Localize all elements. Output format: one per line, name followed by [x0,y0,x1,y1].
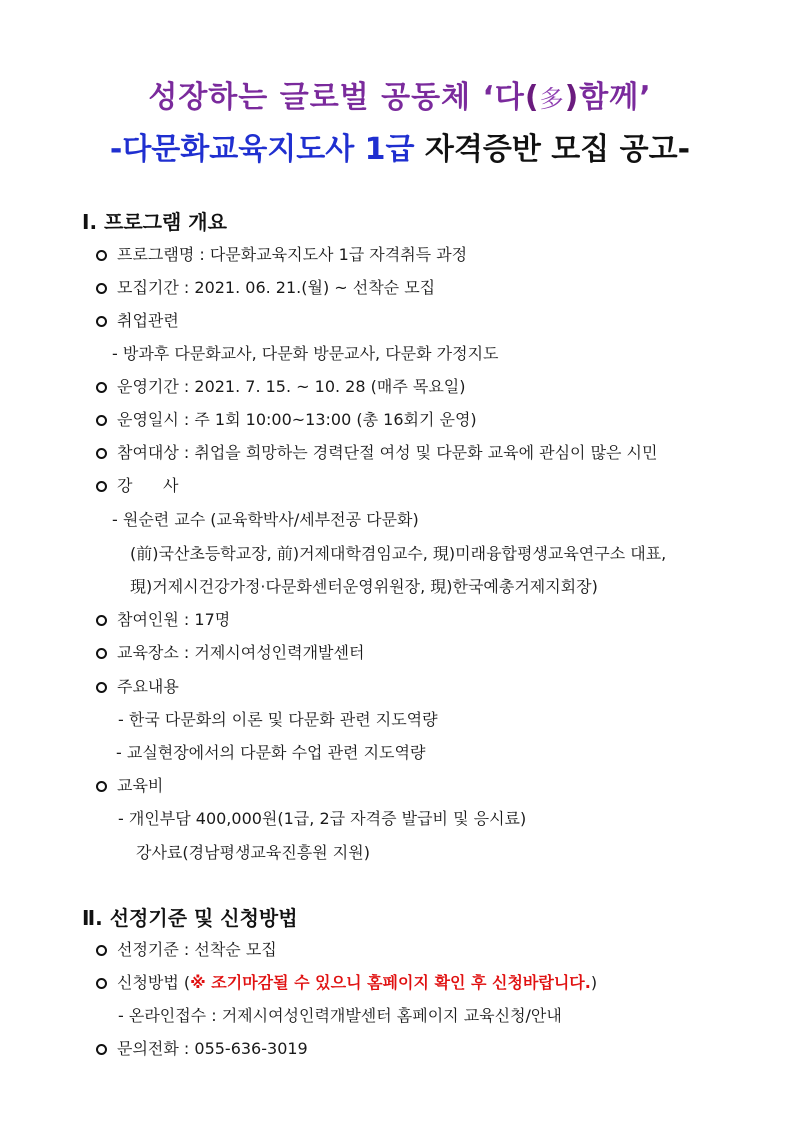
list-item: 선정기준 : 선착순 모집 [96,937,277,960]
deadline-warning: ※ 조기마감될 수 있으니 홈페이지 확인 후 신청바랍니다. [190,973,591,992]
sub-item-detail: 강사료(경남평생교육진흥원 지원) [136,843,370,862]
title-line-2 [0,124,800,168]
list-item: 모집기간 : 2021. 06. 21.(월) ~ 선착순 모집 [96,275,435,298]
list-item: 문의전화 : 055-636-3019 [96,1036,308,1059]
list-item: 취업관련 [96,308,179,331]
section-2-heading: Ⅱ. 선정기준 및 신청방법 [82,906,298,930]
circle-bullet-icon [96,781,107,792]
title-dash-open: - [109,132,123,167]
section-1-heading: Ⅰ. 프로그램 개요 [82,210,227,234]
sub-item-detail: 現)거제시건강가정·다문화센터운영위원장, 現)한국예총거제지회장) [130,577,598,596]
title-course-name: 다문화교육지도사 1급 [122,132,415,167]
list-item: 프로그램명 : 다문화교육지도사 1급 자격취득 과정 [96,242,467,265]
list-item: 교육비 [96,773,163,796]
list-item: 주요내용 [96,674,179,697]
circle-bullet-icon [96,316,107,327]
list-item: 신청방법 (※ 조기마감될 수 있으니 홈페이지 확인 후 신청바랍니다.) [96,970,597,993]
sub-item: - 개인부담 400,000원(1급, 2급 자격증 발급비 및 응시료) [118,809,527,828]
title-hanja: 多 [539,85,565,113]
circle-bullet-icon [96,415,107,426]
list-item: 교육장소 : 거제시여성인력개발센터 [96,640,364,663]
title-announcement: 자격증반 모집 공고 [414,132,678,167]
list-item: 참여대상 : 취업을 희망하는 경력단절 여성 및 다문화 교육에 관심이 많은 시민 [96,440,657,463]
sub-item: - 한국 다문화의 이론 및 다문화 관련 지도역량 [118,710,438,729]
circle-bullet-icon [96,648,107,659]
circle-bullet-icon [96,382,107,393]
sub-item: - 온라인접수 : 거제시여성인력개발센터 홈페이지 교육신청/안내 [118,1006,562,1025]
list-item: 참여인원 : 17명 [96,607,230,630]
sub-item: - 방과후 다문화교사, 다문화 방문교사, 다문화 가정지도 [112,344,499,363]
circle-bullet-icon [96,250,107,261]
title-dash-close: - [677,132,691,167]
sub-item: - 교실현장에서의 다문화 수업 관련 지도역량 [116,743,426,762]
circle-bullet-icon [96,1044,107,1055]
list-item: 운영기간 : 2021. 7. 15. ~ 10. 28 (매주 목요일) [96,374,465,397]
circle-bullet-icon [96,481,107,492]
circle-bullet-icon [96,283,107,294]
circle-bullet-icon [96,448,107,459]
circle-bullet-icon [96,615,107,626]
sub-item-detail: (前)국산초등학교장, 前)거제대학겸임교수, 現)미래융합평생교육연구소 대표, [130,544,667,563]
circle-bullet-icon [96,682,107,693]
circle-bullet-icon [96,978,107,989]
list-item: 강 사 [96,473,178,496]
list-item: 운영일시 : 주 1회 10:00~13:00 (총 16회기 운영) [96,407,477,430]
title-line-1: 성장하는 글로벌 공동체 ‘다(多)함께’ [148,80,652,115]
sub-item: - 원순련 교수 (교육학박사/세부전공 다문화) [112,510,419,529]
title-line-1-prefix: 성장하는 글로벌 공동체 ‘다 [148,80,525,115]
title-line-1-suffix: 함께’ [579,80,652,115]
circle-bullet-icon [96,945,107,956]
